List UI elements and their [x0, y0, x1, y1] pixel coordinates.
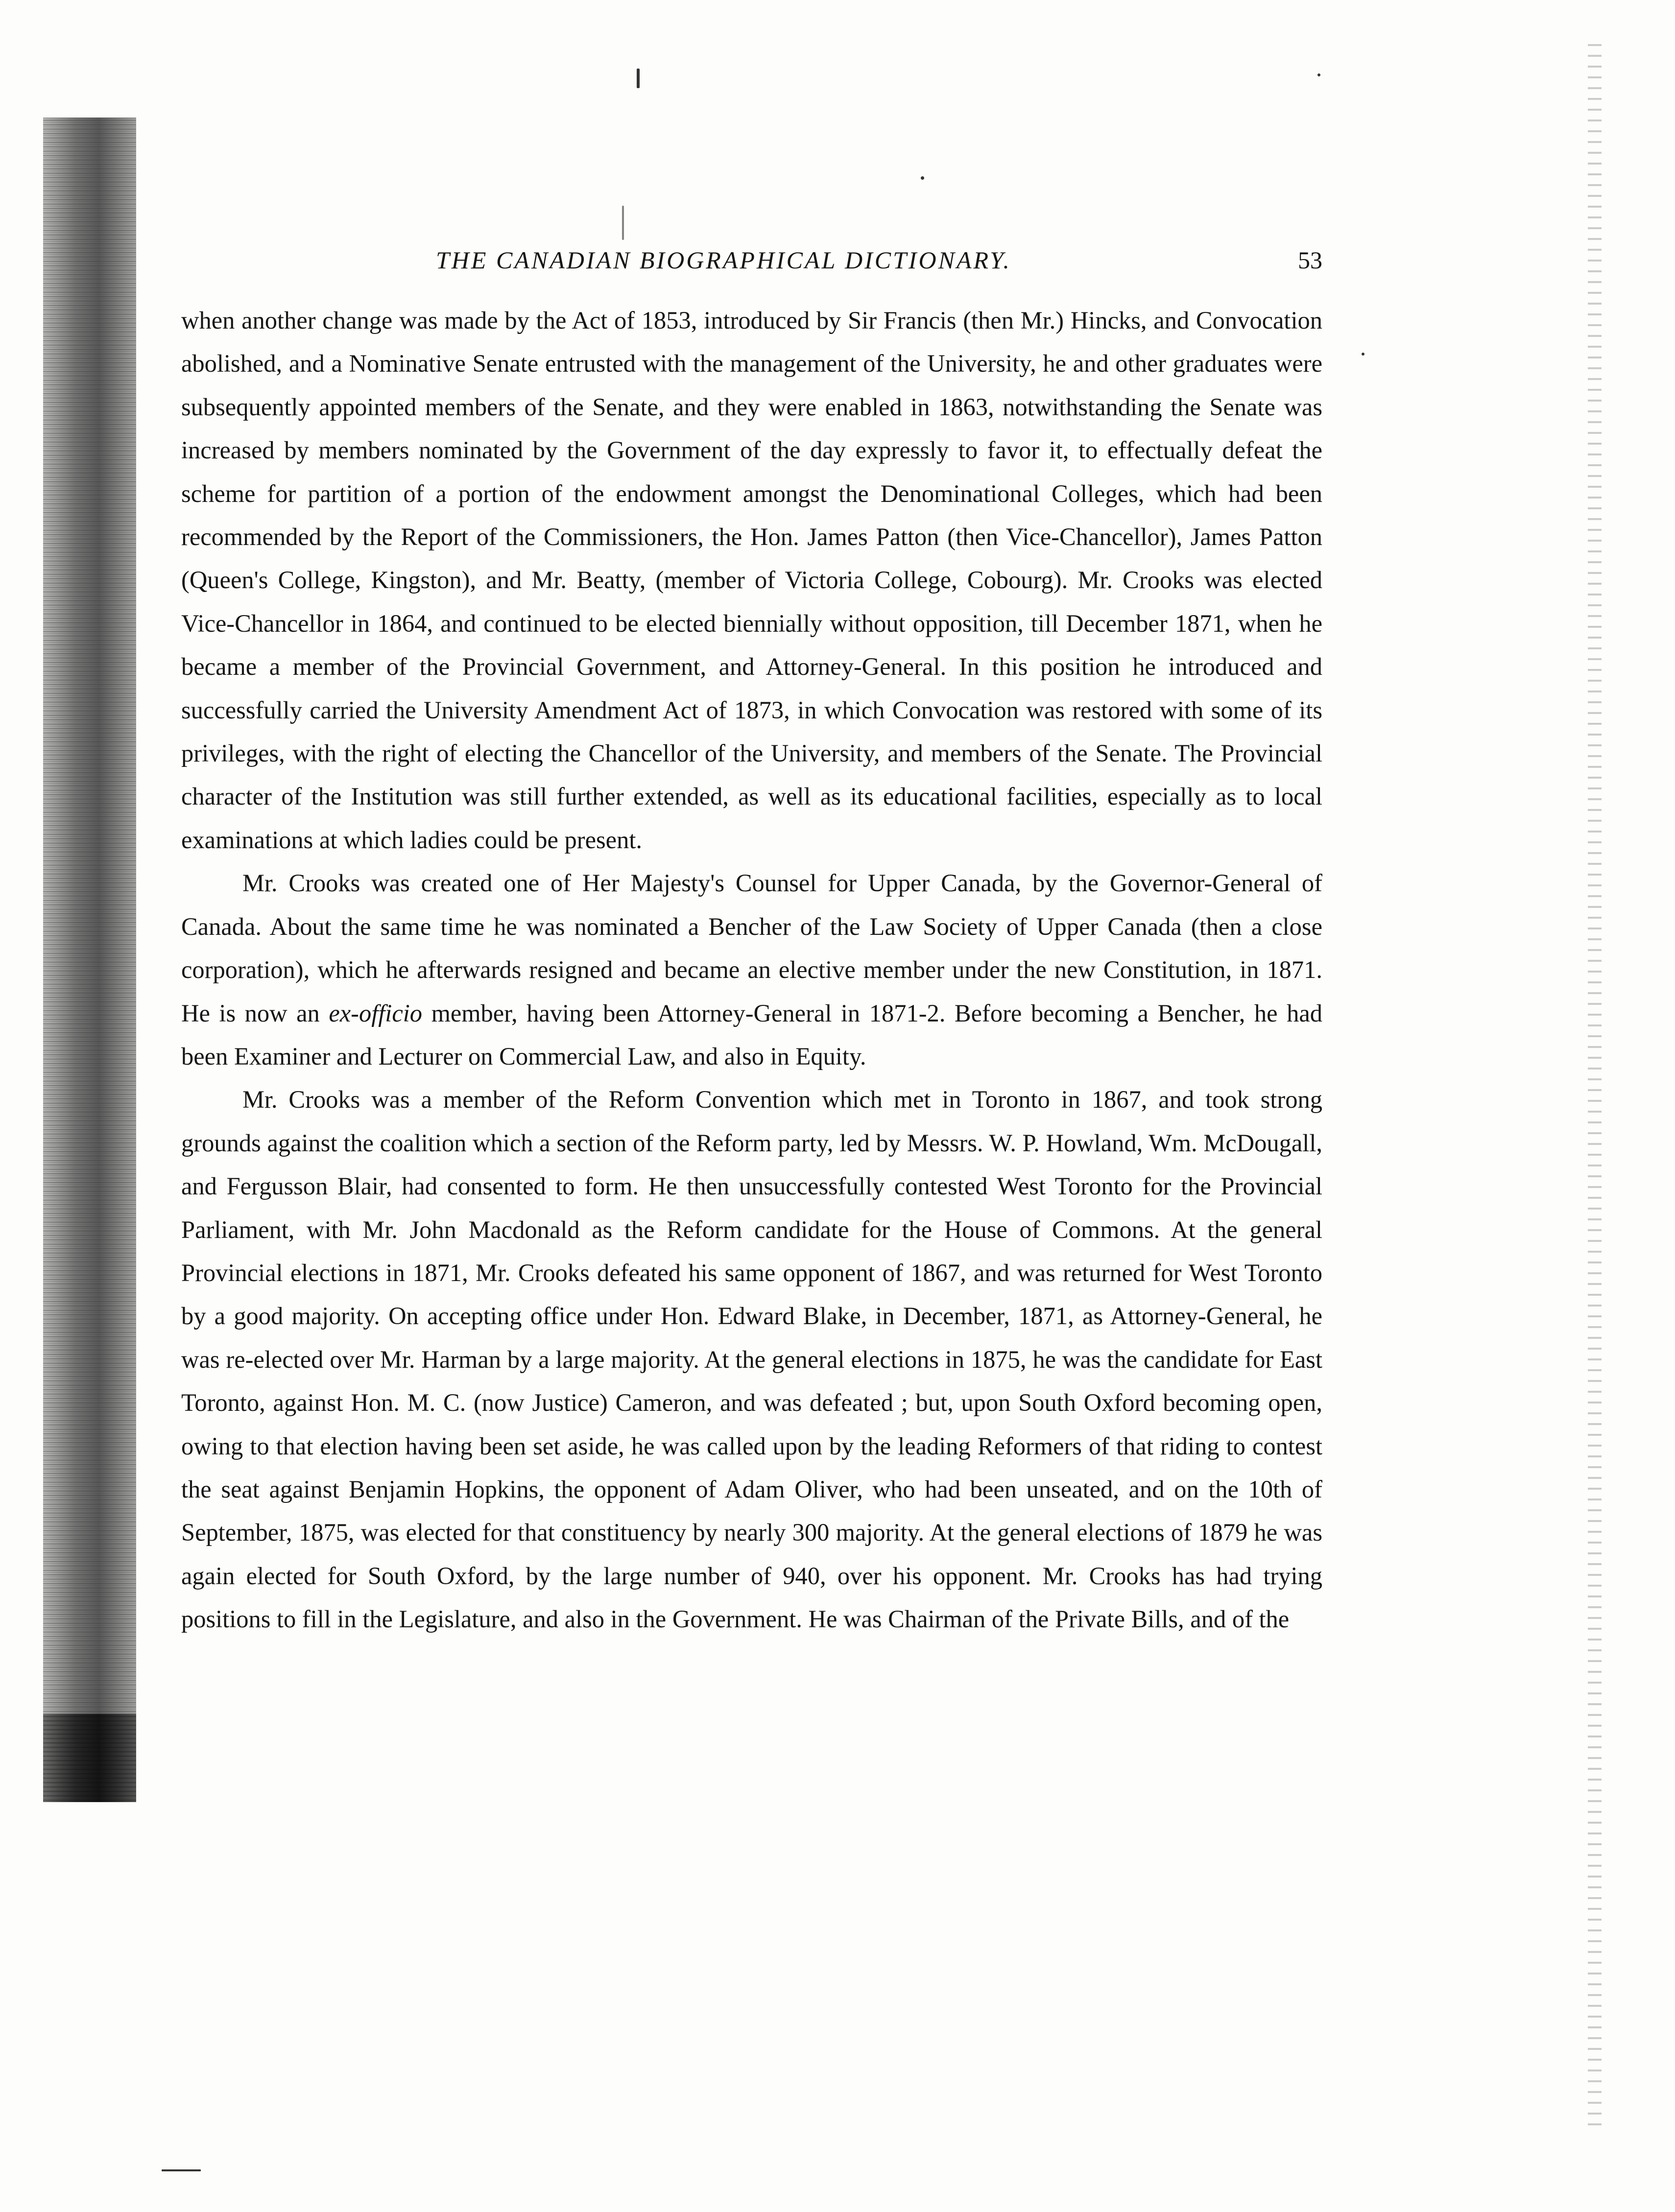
paragraph-3: Mr. Crooks was a member of the Reform Convention which met in Toronto in 1867, and took strong grounds against the coalition which a section of the Reform party, led by Messrs. W. P. Howland, Wm. McDougall, and Fergusson Blair, had consented to form. He then unsuccessfully contested West Toronto for the Provincial Parliament, with Mr. John Macdonald as the Reform candidate for the House of Commons. At the general Provincial elections in 1871, Mr. Crooks defeated his same opponent of 1867, and was returned for West Toronto by a good majority. On accepting office under Hon. Edward Blake, in December, 1871, as Attorney-General, he was re-elected over Mr. Harman by a large majority. At the general elections in 1875, he was the candidate for East Toronto, against Hon. M. C. (now Justice) Cameron, and was defeated ; but, upon South Oxford becoming open, owing to that election having been set aside, he was called upon by the leading Reformers of that riding to contest the seat against Benjamin Hopkins, the opponent of Adam Oliver, who had been unseated, and on the 10th of September, 1875, was elected for that constituency by nearly 300 majority. At the general elections of 1879 he was again elected for South Oxford, by the large number of 940, over his opponent. Mr. Crooks has had trying positions to fill in the Legislature, and also in the Government. He was Chairman of the Private Bills, and of the	[181, 1086, 1322, 1633]
page-number: 53	[1298, 246, 1322, 274]
scan-speck	[921, 176, 924, 180]
italic-term: ex-officio	[329, 999, 423, 1027]
scan-speck	[622, 206, 624, 240]
paragraph-2-text-b: member, having been Attorney-General in 1871-2. Before becoming a Bencher, he had been Examiner and Lecturer on Commercial Law, and also in Equity.	[181, 999, 1322, 1070]
scan-speck	[637, 69, 640, 88]
scan-speck	[162, 2169, 201, 2171]
paragraph-2-text-a: Mr. Crooks was created one of Her Majesty's Counsel for Upper Canada, by the Governor-General of Canada. About the same time he was nominated a Bencher of the Law Society of Upper Canada (then a close corporation), which he afterwards resigned and became an elective member under the new Constitution, in 1871. He is now an	[181, 869, 1322, 1027]
binding-shadow	[43, 118, 136, 1802]
page-header	[181, 246, 1322, 285]
scan-speck	[1362, 353, 1364, 356]
body-text	[181, 299, 1322, 1641]
running-title: THE CANADIAN BIOGRAPHICAL DICTIONARY.	[436, 246, 1011, 274]
paragraph-1: when another change was made by the Act of 1853, introduced by Sir Francis (then Mr.) Hincks, and Convocation abolished, and a Nominative Senate entrusted with the management of the University, he and other graduates were subsequently appointed members of the Senate, and they were enabled in 1863, notwithstanding the Senate was increased by members nominated by the Government of the day expressly to favor it, to effectually defeat the scheme for partition of a portion of the endowment amongst the Denominational Colleges, which had been recommended by the Report of the Commissioners, the Hon. James Patton (then Vice-Chancellor), James Patton (Queen's College, Kingston), and Mr. Beatty, (member of Victoria College, Cobourg). Mr. Crooks was elected Vice-Chancellor in 1864, and continued to be elected biennially without opposition, till December 1871, when he became a member of the Provincial Government, and Attorney-General. In this position he introduced and successfully carried the University Amendment Act of 1873, in which Convocation was restored with some of its privileges, with the right of electing the Chancellor of the University, and members of the Senate. The Provincial character of the Institution was still further extended, as well as its educational facilities, especially as to local examinations at which ladies could be present.	[181, 307, 1322, 854]
scan-speck	[1317, 73, 1320, 76]
page-edge-marks	[1588, 44, 1602, 2125]
binding-shadow-lower	[43, 1714, 136, 1802]
paragraph-2	[181, 861, 1322, 1078]
